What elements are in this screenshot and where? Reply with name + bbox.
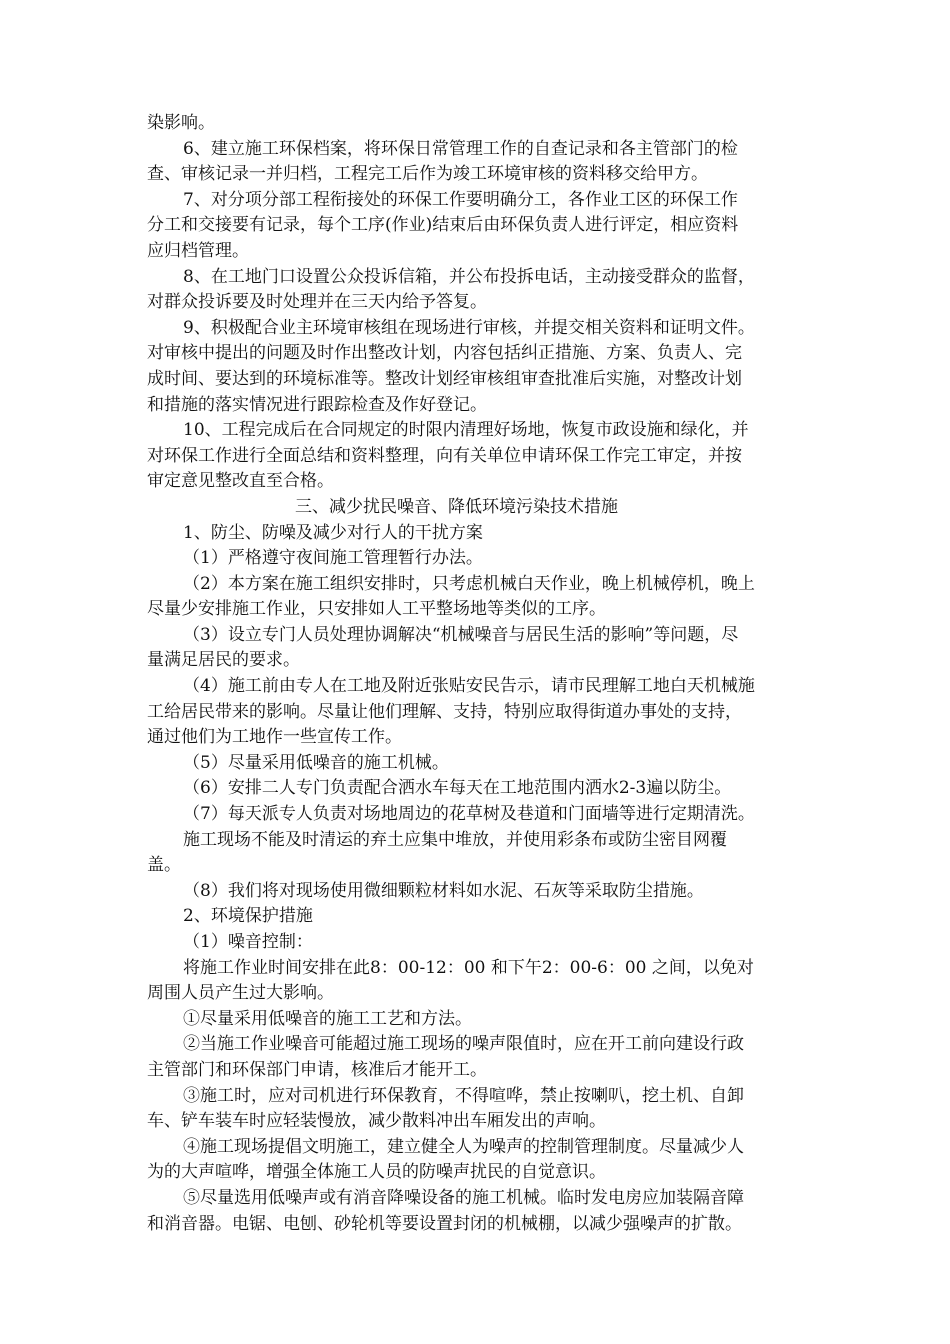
text-line: 对环保工作进行全面总结和资料整理，向有关单位申请环保工作完工审定，并按 — [147, 445, 742, 466]
text-line: （2）本方案在施工组织安排时，只考虑机械白天作业，晚上机械停机，晚上 — [183, 573, 755, 594]
text-line: 应归档管理。 — [147, 240, 249, 261]
section-heading: 三、减少扰民噪音、降低环境污染技术措施 — [295, 496, 618, 517]
text-line: 和措施的落实情况进行跟踪检查及作好登记。 — [147, 394, 487, 415]
text-line: （1）严格遵守夜间施工管理暂行办法。 — [183, 548, 483, 569]
text-line: 8、在工地门口设置公众投诉信箱，并公布投拆电话，主动接受群众的监督， — [183, 266, 755, 287]
text-line: （7）每天派专人负责对场地周边的花草树及巷道和门面墙等进行定期清洗。 — [183, 804, 755, 825]
text-line: 对审核中提出的问题及时作出整改计划，内容包括纠正措施、方案、负责人、完 — [147, 343, 742, 364]
text-line: 盖。 — [147, 855, 181, 876]
text-line: 染影响。 — [147, 113, 215, 133]
text-line: （4）施工前由专人在工地及附近张贴安民告示，请市民理解工地白天机械施 — [183, 676, 755, 697]
text-line: ①尽量采用低噪音的施工工艺和方法。 — [183, 1008, 472, 1029]
text-line: 和消音器。电锯、电刨、砂轮机等要设置封闭的机械棚，以减少强噪声的扩散。 — [147, 1213, 742, 1234]
text-line: 审定意见整改直至合格。 — [147, 471, 334, 492]
subsection-heading: 2、环境保护措施 — [183, 906, 313, 927]
text-line: ⑤尽量选用低噪声或有消音降噪设备的施工机械。临时发电房应加装隔音障 — [183, 1187, 744, 1208]
text-line: 7、对分项分部工程衔接处的环保工作要明确分工，各作业工区的环保工作 — [183, 189, 738, 210]
text-line: 工给居民带来的影响。尽量让他们理解、支持，特别应取得街道办事处的支持， — [147, 701, 742, 722]
text-line: 9、积极配合业主环境审核组在现场进行审核，并提交相关资料和证明文件。 — [183, 317, 755, 338]
subsection-heading: 1、防尘、防噪及减少对行人的干扰方案 — [183, 522, 483, 543]
text-line: （6）安排二人专门负责配合洒水车每天在工地范围内洒水2-3遍以防尘。 — [183, 778, 732, 799]
text-line: 查、审核记录一并归档，工程完工后作为竣工环境审核的资料移交给甲方。 — [147, 164, 708, 185]
text-line: 成时间、要达到的环境标准等。整改计划经审核组审查批准后实施，对整改计划 — [147, 368, 742, 389]
text-line: 为的大声喧哗，增强全体施工人员的防噪声扰民的自觉意识。 — [147, 1162, 606, 1183]
text-line: 10、工程完成后在合同规定的时限内清理好场地，恢复市政设施和绿化，并 — [183, 420, 749, 441]
text-line: 通过他们为工地作一些宣传工作。 — [147, 727, 402, 748]
text-line: （1）噪音控制： — [183, 932, 313, 952]
text-line: 6、建立施工环保档案，将环保日常管理工作的自查记录和各主管部门的检 — [183, 138, 738, 159]
text-line: 分工和交接要有记录，每个工序(作业)结束后由环保负责人进行评定，相应资料 — [147, 215, 739, 236]
text-line: ④施工现场提倡文明施工，建立健全人为噪声的控制管理制度。尽量减少人 — [183, 1136, 744, 1157]
text-line: ②当施工作业噪音可能超过施工现场的噪声限值时，应在开工前向建设行政 — [183, 1034, 744, 1055]
text-line: 对群众投诉要及时处理并在三天内给予答复。 — [147, 292, 487, 313]
text-line: 主管部门和环保部门申请，核准后才能开工。 — [147, 1059, 487, 1080]
text-line: 周围人员产生过大影响。 — [147, 983, 334, 1004]
text-line: 车、铲车装车时应轻装慢放，减少散料冲出车厢发出的声响。 — [147, 1111, 606, 1132]
text-line: 将施工作业时间安排在此8：00-12：00 和下午2：00-6：00 之间，以免对 — [183, 957, 754, 978]
text-line: （3）设立专门人员处理协调解决“机械噪音与居民生活的影响”等问题，尽 — [183, 624, 739, 645]
text-line: 尽量少安排施工作业，只安排如人工平整场地等类似的工序。 — [147, 599, 606, 620]
text-line: （8）我们将对现场使用微细颗粒材料如水泥、石灰等采取防尘措施。 — [183, 880, 704, 901]
text-line: （5）尽量采用低噪音的施工机械。 — [183, 752, 449, 773]
text-line: 量满足居民的要求。 — [147, 650, 300, 671]
text-line: ③施工时，应对司机进行环保教育，不得喧哗，禁止按喇叭，挖土机、自卸 — [183, 1085, 744, 1106]
document-body — [147, 111, 817, 1237]
text-line: 施工现场不能及时清运的弃土应集中堆放，并使用彩条布或防尘密目网覆 — [183, 829, 727, 850]
